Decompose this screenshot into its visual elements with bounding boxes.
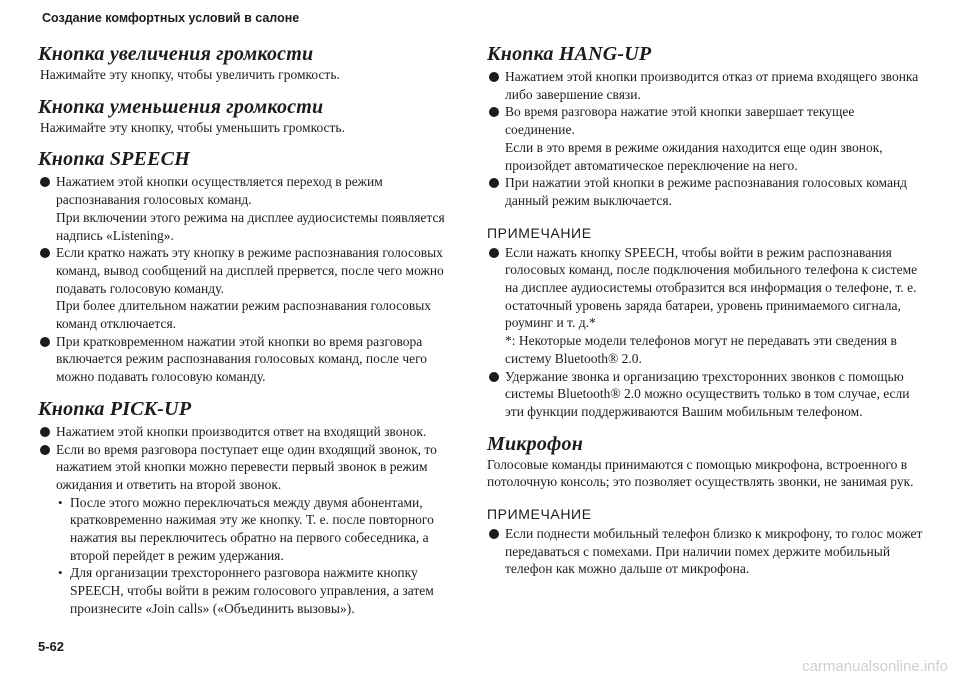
list-item bbox=[487, 368, 927, 421]
section-title: Кнопка HANG-UP bbox=[487, 43, 652, 65]
section-text: Нажимайте эту кнопку, чтобы уменьшить громкость. bbox=[40, 119, 345, 135]
item-extra-text: При более длительном нажатии режим распознавания голосовых команд отключается. bbox=[56, 298, 432, 332]
list-item bbox=[487, 103, 927, 174]
right-column bbox=[487, 42, 927, 589]
item-text: Если во время разговора поступает еще один входящий звонок, то нажатием этой кнопки можно перевести первый звонок в режим ожидания и ответить на второй звонок. bbox=[56, 441, 437, 492]
section-text: Нажимайте эту кнопку, чтобы увеличить громкость. bbox=[40, 67, 340, 82]
item-text: Если нажать кнопку SPEECH, чтобы войти в режим распознавания голосовых команд, после подключения мобильного телефона к системе на дисплее аудиосистемы отобразится вся информация о телефоне, т. е. остаточный уровень заряда батареи, уровень принимаемого сигнала, роуминг и т. д.* bbox=[505, 244, 918, 331]
bullet-list bbox=[38, 423, 468, 618]
section-title: Кнопка увеличения громкости bbox=[38, 43, 314, 65]
section-pickup bbox=[38, 397, 468, 618]
section-microphone bbox=[487, 432, 927, 491]
sub-item-text: • После этого можно переключаться между двумя абонентами, кратковременно нажимая эту же кнопку. Т. е. после повторного нажатия вы переключитесь обратно на первого собеседника, а второй перейдет в режим удержания. bbox=[70, 494, 434, 563]
bullet-list bbox=[487, 244, 927, 421]
item-text: При нажатии этой кнопки в режиме распознавания голосовых команд данный режим выключается. bbox=[505, 175, 908, 208]
item-text: Если кратко нажать эту кнопку в режиме распознавания голосовых команд, вывод сообщений на дисплей прервется, после чего можно подавать голосовую команду. bbox=[56, 245, 444, 296]
list-item bbox=[38, 333, 468, 386]
note-heading: ПРИМЕЧАНИЕ bbox=[487, 224, 592, 241]
item-text: Если поднести мобильный телефон близко к микрофону, то голос может передаваться с помехами. При наличии помех держите мобильный телефон как можно дальше от микрофона. bbox=[505, 526, 923, 577]
note-block bbox=[487, 224, 927, 421]
list-item bbox=[487, 244, 927, 368]
section-volume-down bbox=[38, 95, 468, 137]
list-item bbox=[38, 244, 468, 333]
section-title: Микрофон bbox=[487, 432, 584, 455]
item-text: Нажатием этой кнопки осуществляется переход в режим распознавания голосовых команд. bbox=[56, 174, 383, 208]
list-item bbox=[487, 525, 927, 578]
item-text: Удержание звонка и организацию трехсторонних звонков с помощью системы Bluetooth® 2.0 можно осуществить только в том случае, если эти функции поддерживаются Вашим мобильным телефоном. bbox=[505, 368, 910, 419]
item-text: При кратковременном нажатии этой кнопки во время разговора включается режим распознавания голосовых команд, после чего можно подавать голосовую команду. bbox=[56, 333, 428, 385]
left-column bbox=[38, 42, 468, 629]
note-block bbox=[487, 505, 927, 578]
sub-list bbox=[56, 494, 468, 618]
item-extra-text: Если в это время в режиме ожидания находится еще один звонок, произойдет автоматическое переключение на него. bbox=[505, 139, 883, 173]
list-item bbox=[38, 173, 468, 244]
bullet-list bbox=[38, 173, 468, 385]
item-text: Во время разговора нажатие этой кнопки завершает текущее соединение. bbox=[505, 104, 855, 138]
list-item bbox=[487, 174, 927, 209]
section-title: Кнопка SPEECH bbox=[38, 148, 190, 171]
bullet-list bbox=[487, 68, 927, 210]
list-item bbox=[487, 68, 927, 103]
page-header: Создание комфортных условий в салоне bbox=[42, 11, 300, 25]
list-item bbox=[38, 441, 468, 618]
list-item bbox=[38, 423, 468, 441]
section-title: Кнопка PICK-UP bbox=[38, 397, 192, 420]
sub-item-text: • Для организации трехстороннего разговора нажмите кнопку SPEECH, чтобы войти в режим голосового управления, а затем произнесите «Join calls» («Объединить вызовы»). bbox=[70, 565, 434, 616]
page-number: 5-62 bbox=[38, 639, 65, 654]
item-extra-text: При включении этого режима на дисплее аудиосистемы появляется надпись «Listening». bbox=[56, 209, 445, 243]
item-text: Нажатием этой кнопки производится ответ на входящий звонок. bbox=[56, 423, 427, 439]
watermark: carmanualsonline.info bbox=[802, 658, 948, 675]
bullet-list bbox=[487, 525, 927, 578]
sub-list-item bbox=[56, 494, 468, 565]
item-extra-text: *: Некоторые модели телефонов могут не передавать эти сведения в систему Bluetooth® 2.0. bbox=[505, 333, 897, 366]
section-speech bbox=[38, 147, 468, 385]
section-hangup bbox=[487, 42, 927, 210]
section-title: Кнопка уменьшения громкости bbox=[38, 95, 324, 118]
sub-list-item bbox=[56, 564, 468, 617]
note-heading: ПРИМЕЧАНИЕ bbox=[487, 506, 592, 523]
section-volume-up bbox=[38, 42, 468, 84]
item-text: Нажатием этой кнопки производится отказ от приема входящего звонка либо завершение связи. bbox=[505, 69, 919, 102]
section-text: Голосовые команды принимаются с помощью микрофона, встроенного в потолочную консоль; это позволяет осуществлять звонки, не занимая рук. bbox=[487, 456, 914, 490]
